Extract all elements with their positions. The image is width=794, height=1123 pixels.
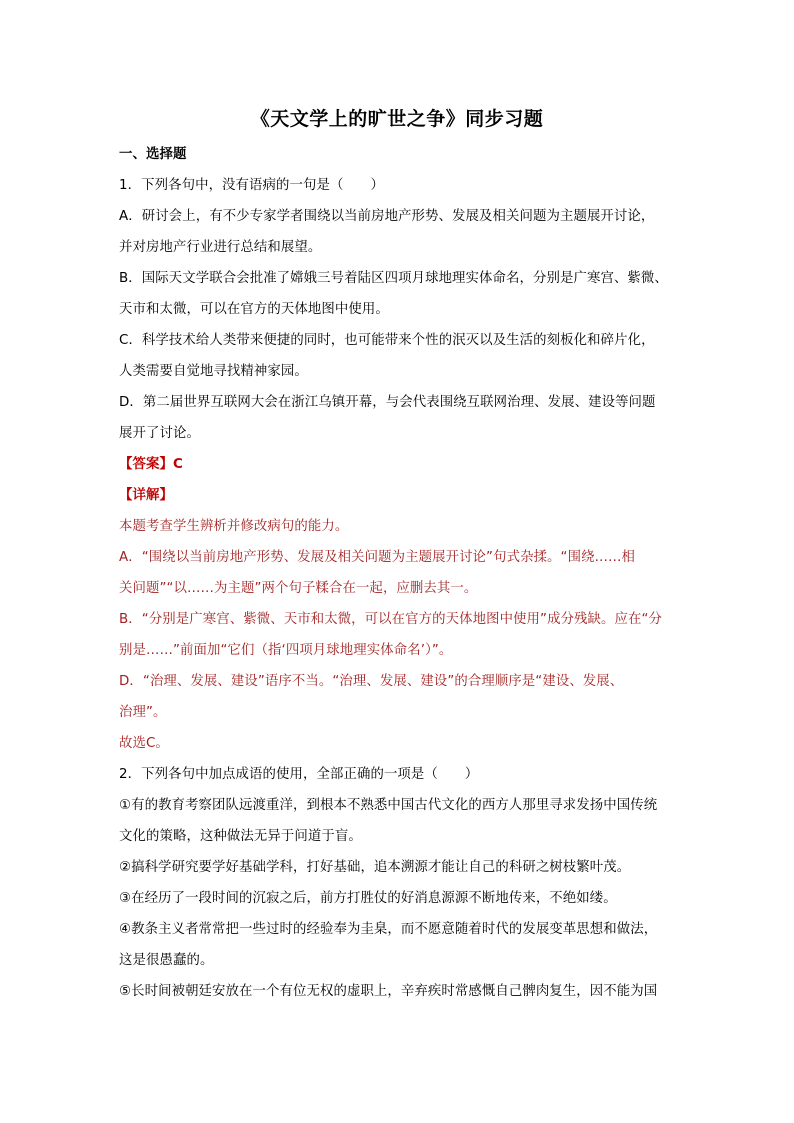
q1-option-a-line2: 并对房地产行业进行总结和展望。 <box>119 240 322 255</box>
q1-explain-d-line2: 治理”。 <box>119 705 167 720</box>
question-1-stem: 1．下列各句中，没有语病的一句是（ ） <box>119 178 384 193</box>
q2-item-1-line2: 文化的策略，这种做法无异于问道于盲。 <box>119 829 362 844</box>
q2-item-4-line2: 这是很愚蠢的。 <box>119 953 214 968</box>
q1-option-c-line1: C．科学技术给人类带来便捷的同时，也可能带来个性的泯灭以及生活的刻板化和碎片化， <box>119 333 655 348</box>
q1-option-d-line2: 展开了讨论。 <box>119 426 200 441</box>
q2-item-2: ②搞科学研究要学好基础学科，打好基础，追本溯源才能让自己的科研之树枝繁叶茂。 <box>119 860 631 875</box>
q1-detail-label: 【详解】 <box>119 488 173 503</box>
q1-conclusion: 故选C。 <box>119 736 169 751</box>
q1-option-b-line2: 天市和太微，可以在官方的天体地图中使用。 <box>119 302 389 317</box>
q1-explain-intro: 本题考查学生辨析并修改病句的能力。 <box>119 519 349 534</box>
q1-answer: 【答案】C <box>119 457 183 472</box>
q1-explain-d-line1: D．“治理、发展、建设”语序不当。“治理、发展、建设”的合理顺序是“建设、发展、 <box>119 674 624 689</box>
q1-option-a-line1: A．研讨会上，有不少专家学者围绕以当前房地产形势、发展及相关问题为主题展开讨论， <box>119 209 655 224</box>
q2-item-3: ③在经历了一段时间的沉寂之后，前方打胜仗的好消息源源不断地传来，不绝如缕。 <box>119 891 617 906</box>
q2-item-4-line1: ④教条主义者常常把一些过时的经验奉为圭臬，而不愿意随着时代的发展变革思想和做法， <box>119 922 658 937</box>
q1-option-b-line1: B．国际天文学联合会批准了嫦娥三号着陆区四项月球地理实体命名，分别是广寒宫、紫微、 <box>119 271 668 286</box>
question-2-stem: 2．下列各句中加点成语的使用，全部正确的一项是（ ） <box>119 767 479 782</box>
q1-explain-b-line1: B．“分别是广寒宫、紫微、天市和太微，可以在官方的天体地图中使用”成分残缺。应在“分 <box>119 612 663 627</box>
section-heading: 一、选择题 <box>119 147 187 162</box>
q1-explain-a-line1: A．“围绕以当前房地产形势、发展及相关问题为主题展开讨论”句式杂揉。“围绕……相 <box>119 550 636 565</box>
q2-item-5-line1: ⑤长时间被朝廷安放在一个有位无权的虚职上，辛弃疾时常感慨自己髀肉复生，因不能为国 <box>119 984 658 999</box>
q1-explain-a-line2: 关问题”“以……为主题”两个句子糅合在一起，应删去其一。 <box>119 581 478 596</box>
q2-item-1-line1: ①有的教育考察团队远渡重洋，到根本不熟悉中国古代文化的西方人那里寻求发扬中国传统 <box>119 798 658 813</box>
q1-option-d-line1: D．第二届世界互联网大会在浙江乌镇开幕，与会代表围绕互联网治理、发展、建设等问题 <box>119 395 656 410</box>
document-title: 《天文学上的旷世之争》同步习题 <box>250 108 544 130</box>
q1-option-c-line2: 人类需要自觉地寻找精神家园。 <box>119 364 308 379</box>
q1-explain-b-line2: 别是……”前面加“它们（指‘四项月球地理实体命名’）”。 <box>119 643 453 658</box>
